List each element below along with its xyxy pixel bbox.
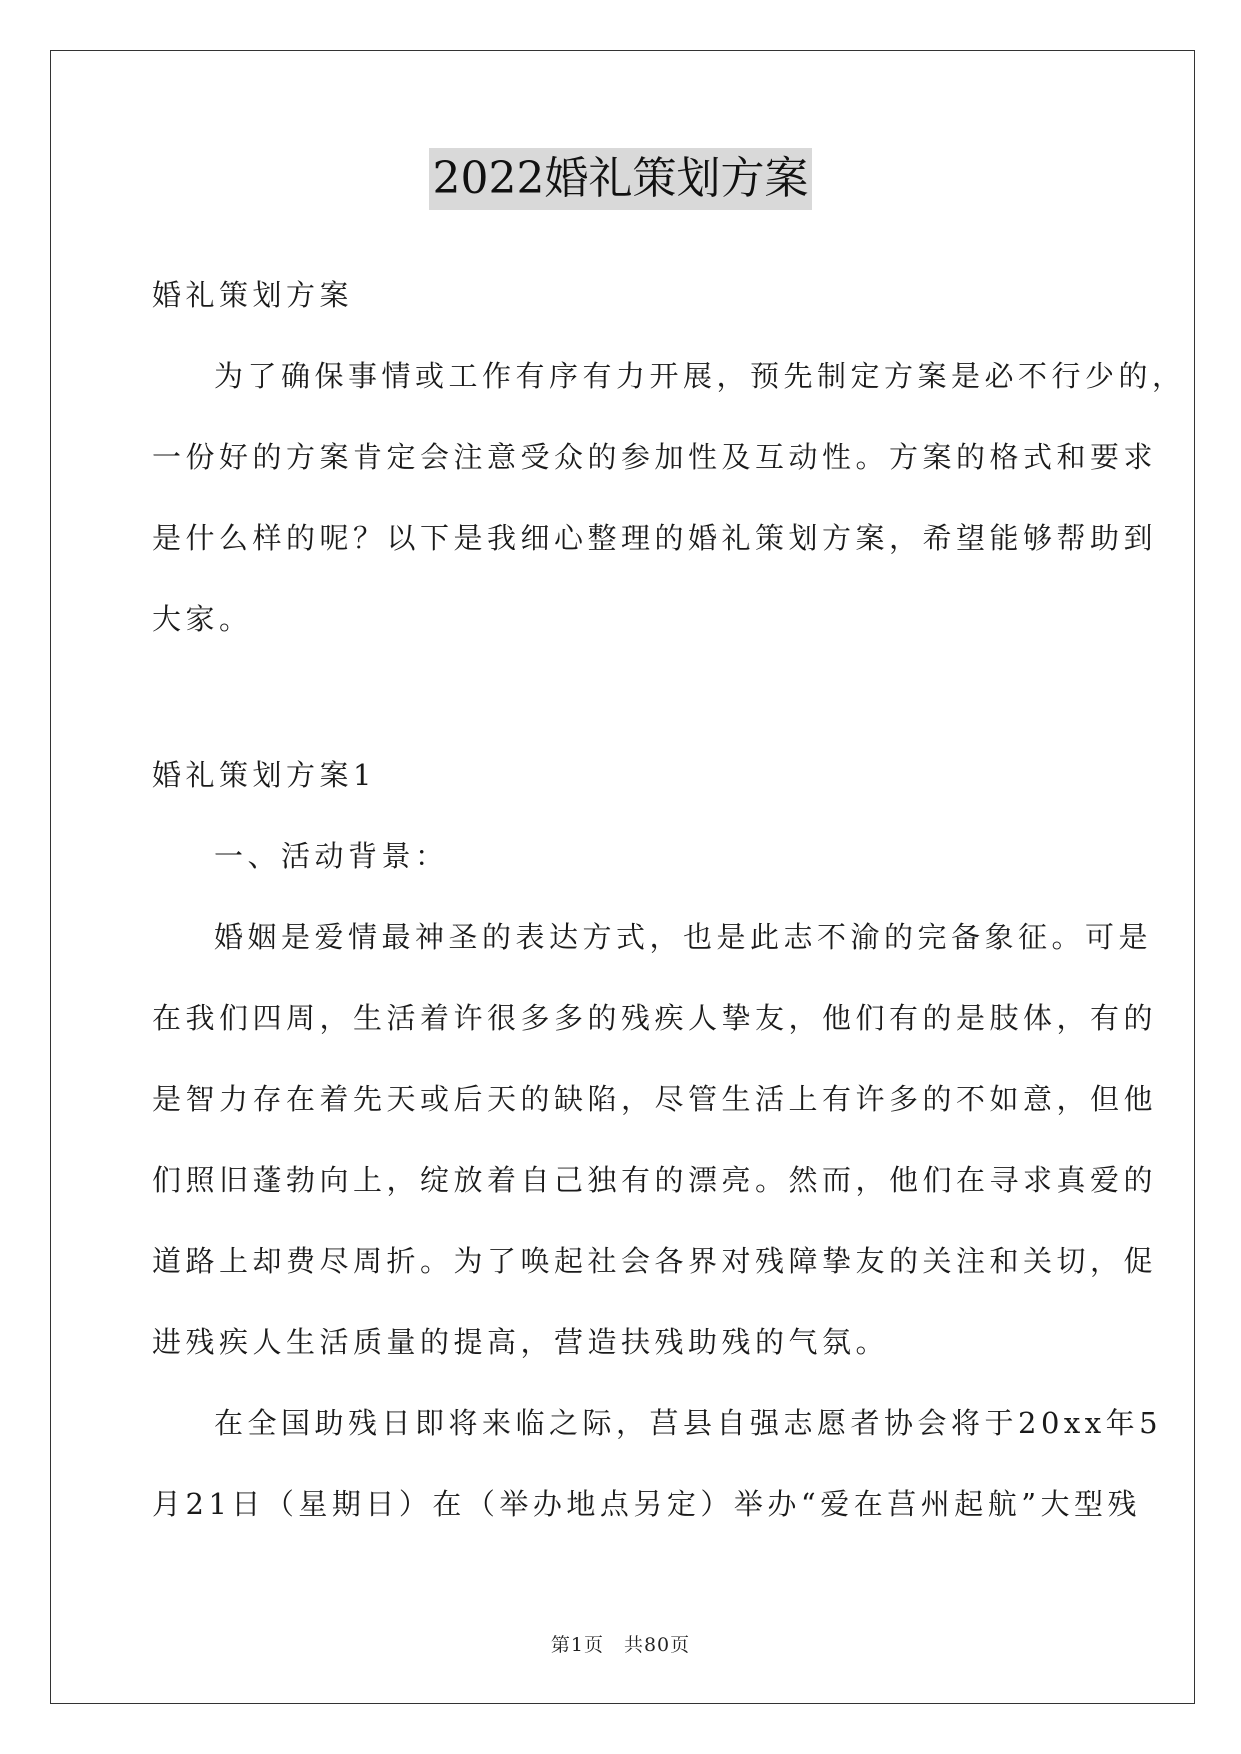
paragraph-line: 进残疾人生活质量的提高，营造扶残助残的气氛。 — [152, 1325, 890, 1359]
paragraph-line: 在全国助残日即将来临之际，莒县自强志愿者协会将于20xx年5 — [214, 1406, 1163, 1440]
page-footer — [0, 1630, 1241, 1657]
page-number: 第1页 — [550, 1634, 604, 1656]
section-heading: 婚礼策划方案1 — [152, 758, 376, 792]
document-body — [152, 255, 1186, 1545]
paragraph-line: 一份好的方案肯定会注意受众的参加性及互动性。方案的格式和要求 — [152, 440, 1158, 474]
section-heading: 婚礼策划方案 — [152, 278, 354, 312]
document-title: 2022婚礼策划方案 — [429, 148, 813, 210]
paragraph-line: 道路上却费尽周折。为了唤起社会各界对残障挚友的关注和关切，促 — [152, 1244, 1158, 1278]
paragraph-line: 是什么样的呢？以下是我细心整理的婚礼策划方案，希望能够帮助到 — [152, 521, 1158, 555]
paragraph-line: 为了确保事情或工作有序有力开展，预先制定方案是必不行少的， — [214, 359, 1186, 393]
paragraph-line: 是智力存在着先天或后天的缺陷，尽管生活上有许多的不如意，但他 — [152, 1082, 1158, 1116]
paragraph-line: 大家。 — [152, 602, 253, 636]
page-total: 共80页 — [623, 1634, 691, 1656]
paragraph-line: 在我们四周，生活着许很多多的残疾人挚友，他们有的是肢体，有的 — [152, 1001, 1158, 1035]
paragraph-line: 们照旧蓬勃向上，绽放着自己独有的漂亮。然而，他们在寻求真爱的 — [152, 1163, 1158, 1197]
paragraph-line: 婚姻是爱情最神圣的表达方式，也是此志不渝的完备象征。可是 — [214, 920, 1153, 954]
paragraph-line: 月21日（星期日）在（举办地点另定）举办“爱在莒州起航”大型残 — [152, 1487, 1142, 1521]
title-container — [0, 148, 1241, 210]
subsection-heading: 一、活动背景： — [214, 839, 449, 873]
